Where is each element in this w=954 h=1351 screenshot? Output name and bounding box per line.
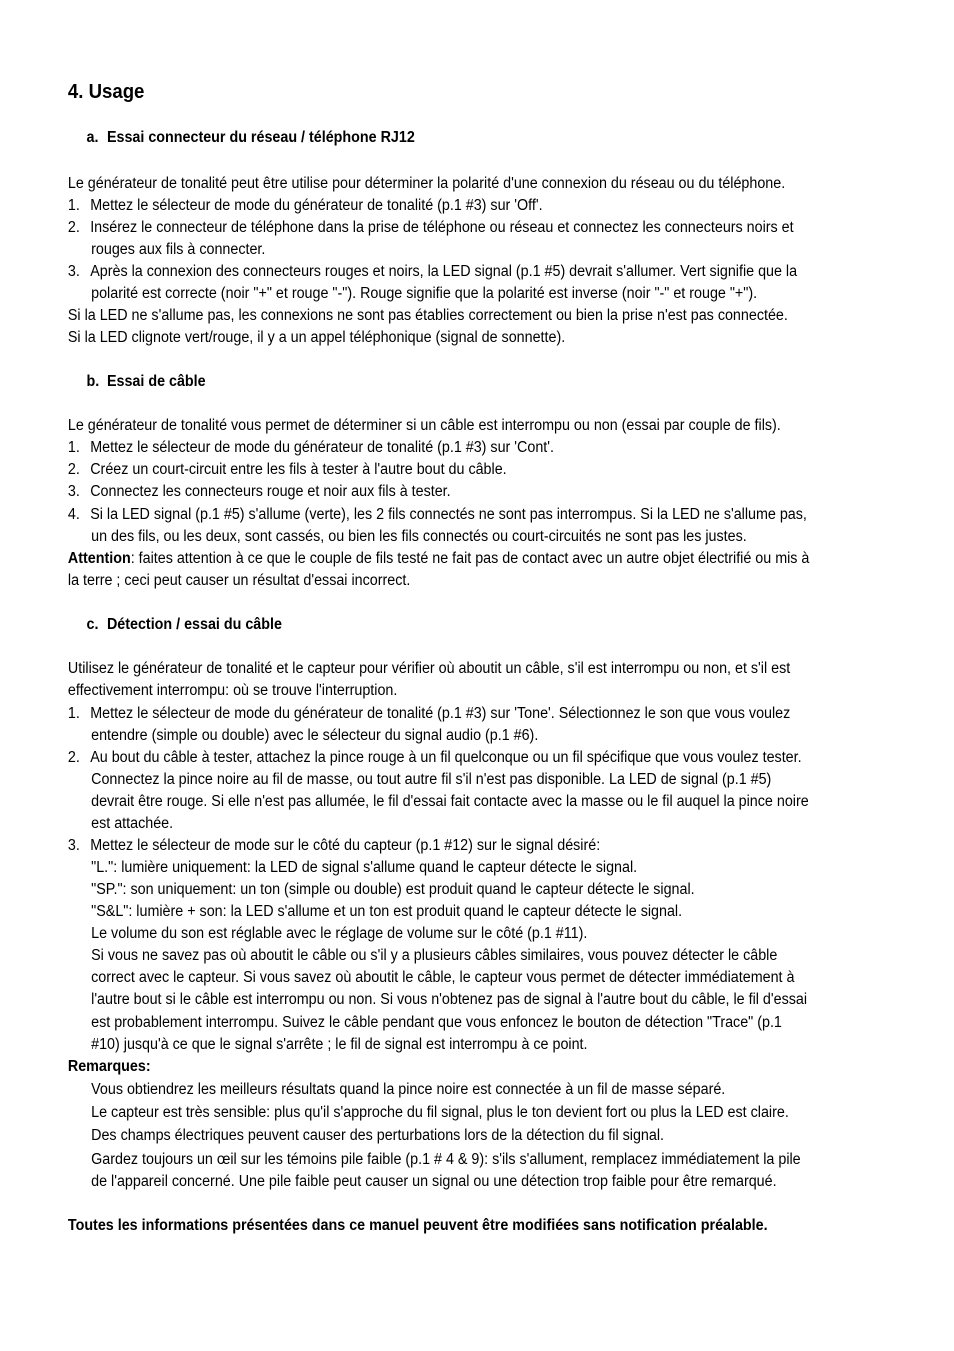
step-text-continued: rouges aux fils à connecter. (91, 241, 266, 258)
footer-note: Toutes les informations présentées dans ce manuel peuvent être modifiées sans notification préalable. (67, 1217, 768, 1234)
step-number: 4. (67, 506, 80, 523)
remark-text: de l'appareil concerné. Une pile faible peut causer un signal ou une détection trop faible pour être remarqué. (91, 1173, 777, 1190)
section-a-heading (86, 127, 414, 149)
remarks-label: Remarques: (67, 1058, 151, 1075)
step-number: 3. (67, 483, 80, 500)
step-number: 3. (67, 837, 80, 854)
section-b-heading (86, 371, 205, 393)
step-text-continued: Le volume du son est réglable avec le réglage de volume sur le côté (p.1 #11). (91, 925, 588, 942)
step-text: Après la connexion des connecteurs rouges et noirs, la LED signal (p.1 #5) devrait s'allumer. Vert signifie que la (90, 263, 798, 280)
step-text-continued: est probablement interrompu. Suivez le câble pendant que vous enfoncez le bouton de détection "Trace" (p.1 (91, 1014, 782, 1031)
step-text: Connectez les connecteurs rouge et noir aux fils à tester. (90, 483, 451, 500)
attention-note (68, 548, 810, 570)
list-item (68, 703, 790, 725)
list-item (68, 459, 507, 481)
section-b-title: Essai de câble (106, 373, 206, 390)
step-text-continued: Connectez la pince noire au fil de masse, ou tout autre fil s'il n'est pas disponible. La LED de signal (p.1 #5) (91, 771, 772, 788)
section-a-title: Essai connecteur du réseau / téléphone RJ12 (106, 129, 415, 146)
step-text: Mettez le sélecteur de mode du générateur de tonalité (p.1 #3) sur 'Cont'. (90, 439, 554, 456)
remark-text: Vous obtiendrez les meilleurs résultats quand la pince noire est connectée à un fil de masse séparé. (91, 1081, 726, 1098)
step-text-continued: entendre (simple ou double) avec le sélecteur du signal audio (p.1 #6). (91, 727, 539, 744)
section-a-letter: a. (86, 129, 99, 146)
attention-text-continued: la terre ; ceci peut causer un résultat d'essai incorrect. (67, 572, 411, 589)
attention-label: Attention (67, 550, 131, 567)
step-text-continued: "S&L": lumière + son: la LED s'allume et un ton est produit quand le capteur détecte le signal. (91, 903, 683, 920)
step-text: Insérez le connecteur de téléphone dans la prise de téléphone ou réseau et connectez les connecteurs noirs et (90, 219, 794, 236)
section-a-intro: Le générateur de tonalité peut être utilise pour déterminer la polarité d'une connexion du réseau ou du téléphone. (67, 175, 786, 192)
section-b-intro: Le générateur de tonalité vous permet de déterminer si un câble est interrompu ou non (essai par couple de fils). (67, 417, 781, 434)
section-c-title: Détection / essai du câble (106, 616, 282, 633)
attention-text: : faites attention à ce que le couple de fils testé ne fait pas de contact avec un autre objet électrifié ou mis à (130, 550, 810, 567)
step-number: 1. (67, 439, 80, 456)
remark-text: Des champs électriques peuvent causer des perturbations lors de la détection du fil signal. (91, 1127, 665, 1144)
step-text: Si la LED signal (p.1 #5) s'allume (verte), les 2 fils connectés ne sont pas interrompus. Si la LED ne s'allume pas, (90, 506, 807, 523)
step-number: 1. (67, 705, 80, 722)
list-item (68, 747, 802, 769)
step-text: Mettez le sélecteur de mode du générateur de tonalité (p.1 #3) sur 'Tone'. Sélectionnez le son que vous voulez (90, 705, 791, 722)
section-b-letter: b. (86, 373, 100, 390)
page-title: 4. Usage (67, 81, 145, 103)
step-text-continued: Si vous ne savez pas où aboutit le câble ou s'il y a plusieurs câbles similaires, vous pouvez détecter le câble (91, 947, 778, 964)
step-text-continued: polarité est correcte (noir "+" et rouge "-"). Rouge signifie que la polarité est inverse (noir "-" et rouge "+"). (91, 285, 758, 302)
step-text-continued: correct avec le capteur. Si vous savez où aboutit le câble, le capteur vous permet de détecter immédiatement à (91, 969, 795, 986)
remark-text: Le capteur est très sensible: plus qu'il s'approche du fil signal, plus le ton devient fort ou plus la LED est claire. (91, 1104, 789, 1121)
list-item (68, 481, 451, 503)
step-number: 2. (67, 219, 80, 236)
section-c-intro: Utilisez le générateur de tonalité et le capteur pour vérifier où aboutit un câble, s'il est interrompu ou non, et s'il est (67, 660, 791, 677)
step-text-continued: #10) jusqu'à ce que le signal s'arrête ; le fil de signal est interrompu à ce point. (91, 1036, 588, 1053)
step-number: 3. (67, 263, 80, 280)
step-text-continued: l'autre bout si le câble est interrompu ou non. Si vous n'obtenez pas de signal à l'autre bout du câble, le fil d'essai (91, 991, 808, 1008)
remark-text: Gardez toujours un œil sur les témoins pile faible (p.1 # 4 & 9): s'ils s'allument, remplacez immédiatement la pile (91, 1151, 801, 1168)
list-item (68, 835, 600, 857)
section-c-intro: effectivement interrompu: où se trouve l'interruption. (67, 682, 398, 699)
step-text: Mettez le sélecteur de mode sur le côté du capteur (p.1 #12) sur le signal désiré: (90, 837, 601, 854)
step-text-continued: un des fils, ou les deux, sont cassés, ou bien les fils connectés ou court-circuités ne sont pas les justes. (91, 528, 747, 545)
list-item (68, 217, 794, 239)
step-number: 2. (67, 749, 80, 766)
section-a-note: Si la LED ne s'allume pas, les connexions ne sont pas établies correctement ou bien la prise n'est pas connectée. (67, 307, 788, 324)
section-c-letter: c. (86, 616, 99, 633)
step-text-continued: est attachée. (91, 815, 174, 832)
list-item (68, 195, 543, 217)
list-item (68, 504, 807, 526)
step-text: Mettez le sélecteur de mode du générateur de tonalité (p.1 #3) sur 'Off'. (90, 197, 543, 214)
step-text-continued: "SP.": son uniquement: un ton (simple ou double) est produit quand le capteur détecte le signal. (91, 881, 695, 898)
section-a-note: Si la LED clignote vert/rouge, il y a un appel téléphonique (signal de sonnette). (67, 329, 566, 346)
section-c-heading (86, 614, 281, 636)
list-item (68, 261, 797, 283)
step-text-continued: "L.": lumière uniquement: la LED de signal s'allume quand le capteur détecte le signal. (91, 859, 638, 876)
step-text: Au bout du câble à tester, attachez la pince rouge à un fil quelconque ou un fil spécifique que vous voulez tester. (90, 749, 802, 766)
step-text: Créez un court-circuit entre les fils à tester à l'autre bout du câble. (90, 461, 507, 478)
list-item (68, 437, 554, 459)
step-text-continued: devrait être rouge. Si elle n'est pas allumée, le fil d'essai fait contacte avec la masse ou le fil auquel la pince noire (91, 793, 809, 810)
step-number: 1. (67, 197, 80, 214)
step-number: 2. (67, 461, 80, 478)
